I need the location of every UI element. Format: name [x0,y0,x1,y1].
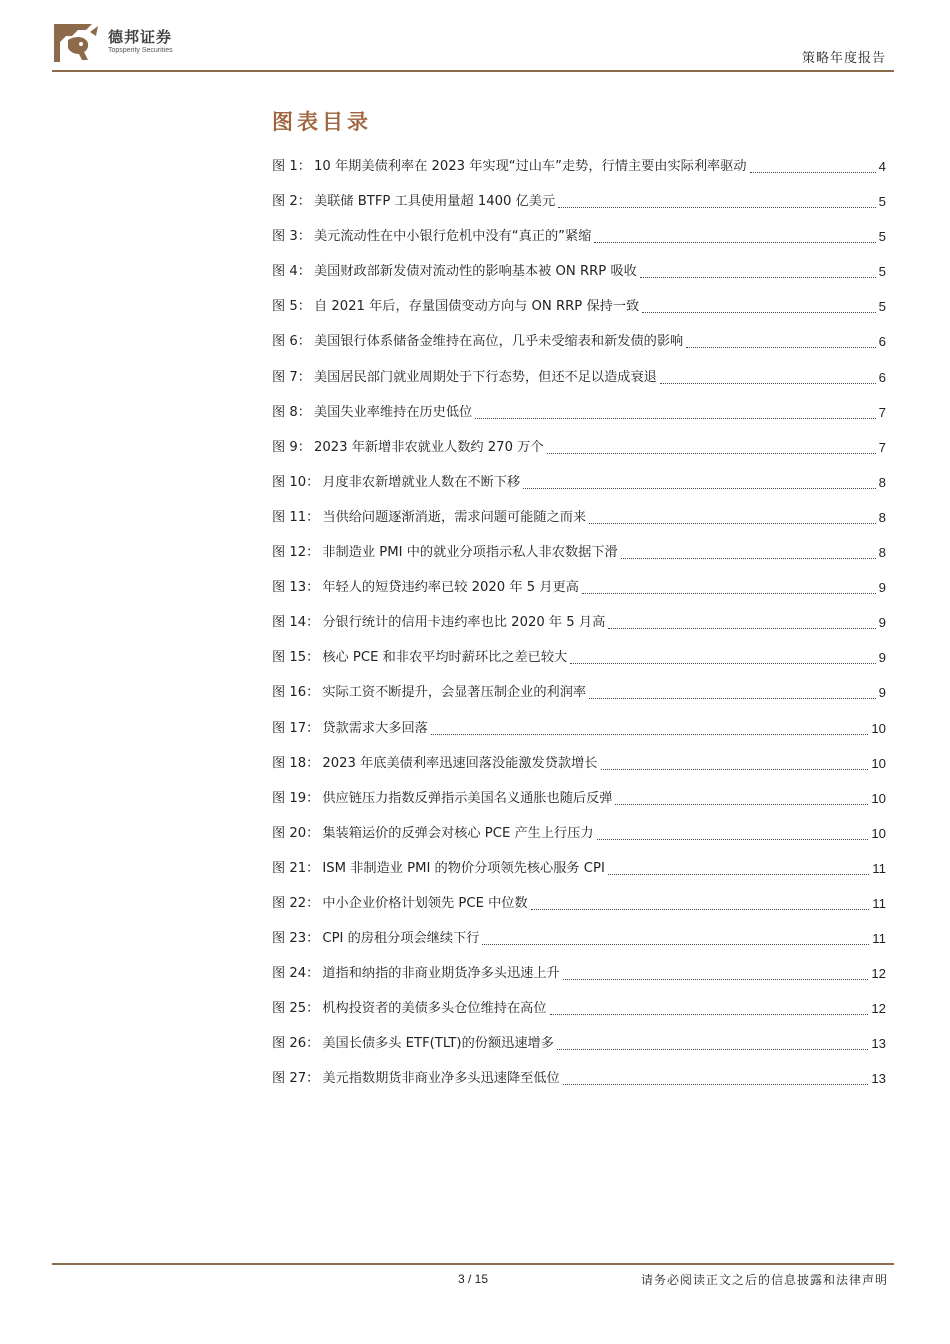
toc-entry-text: 美国居民部门就业周期处于下行态势，但还不足以造成衰退 [313,369,657,385]
toc-entry[interactable] [272,538,886,573]
toc-entry-label: 图 7： [272,369,311,385]
toc-entry-label: 图 13： [272,580,320,596]
toc-entry-page: 12 [871,1001,886,1017]
footer-divider [52,1263,894,1265]
toc-entry[interactable] [272,854,886,889]
toc-entry-page: 11 [872,895,886,911]
toc-entry-text: 美国财政部新发债对流动性的影响基本被 ON RRP 吸收 [313,264,637,280]
toc-entry[interactable] [272,643,886,678]
toc-entry-page: 10 [871,790,886,806]
toc-entry-label: 图 8： [272,404,311,420]
toc-dot-leader [597,819,869,840]
toc-entry-text: 美国银行体系储备金维持在高位，几乎未受缩表和新发债的影响 [313,334,684,350]
toc-entry[interactable] [272,292,886,327]
toc-entry-text: 道指和纳指的非商业期货净多头迅速上升 [322,966,560,982]
toc-entry-page: 10 [871,755,886,771]
toc-dot-leader [531,889,870,910]
toc-entry[interactable] [272,784,886,819]
toc-entry-label: 图 15： [272,650,320,666]
toc-dot-leader [563,1064,869,1085]
toc-entry-page: 5 [878,299,886,315]
toc-entry-text: 月度非农新增就业人数在不断下移 [322,474,521,490]
toc-entry-page: 13 [871,1071,886,1087]
toc-dot-leader [589,503,876,524]
toc-entry-label: 图 20： [272,825,320,841]
toc-entry-text: 贷款需求大多回落 [322,720,428,736]
toc-entry-text: 美国长债多头 ETF(TLT)的份额迅速增多 [322,1036,554,1052]
toc-dot-leader [482,924,869,945]
toc-entry-text: 美联储 BTFP 工具使用量超 1400 亿美元 [313,194,556,210]
toc-entry[interactable] [272,573,886,608]
toc-entry[interactable] [272,222,886,257]
toc-entry-label: 图 14： [272,615,320,631]
toc-dot-leader [640,257,876,278]
page-header [0,0,950,80]
toc-entry[interactable] [272,994,886,1029]
toc-entry-page: 8 [878,509,886,525]
toc-dot-leader [601,749,869,770]
toc-entry-text: 非制造业 PMI 中的就业分项指示私人非农数据下滑 [322,545,618,561]
toc-entry[interactable] [272,608,886,643]
toc-entry[interactable] [272,1029,886,1064]
toc-entry[interactable] [272,468,886,503]
toc-dot-leader [563,959,869,980]
company-logo [52,22,202,66]
toc-entry-label: 图 21： [272,860,320,876]
legal-disclaimer: 请务必阅读正文之后的信息披露和法律声明 [640,1273,888,1287]
toc-entry-text: 实际工资不断提升，会显著压制企业的利润率 [322,685,587,701]
toc-dot-leader [523,468,875,489]
toc-entry-page: 13 [871,1036,886,1052]
toc-entry-page: 11 [872,860,886,876]
toc-entry[interactable] [272,363,886,398]
toc-dot-leader [750,152,876,173]
toc-entry-label: 图 24： [272,966,320,982]
toc-entry[interactable] [272,433,886,468]
toc-dot-leader [547,433,876,454]
toc-entry-page: 7 [878,404,886,420]
toc-dot-leader [431,714,868,735]
toc-entry-label: 图 3： [272,229,311,245]
toc-entry-label: 图 27： [272,1071,320,1087]
toc-entry[interactable] [272,503,886,538]
toc-entry[interactable] [272,924,886,959]
brand-name-en: Topsperity Securities [108,47,173,54]
toc-entry-label: 图 26： [272,1036,320,1052]
toc-list [272,152,886,1100]
toc-entry-page: 9 [878,685,886,701]
toc-entry-label: 图 9： [272,439,311,455]
toc-entry[interactable] [272,152,886,187]
toc-entry-label: 图 19： [272,790,320,806]
toc-entry-text: ISM 非制造业 PMI 的物价分项领先核心服务 CPI [322,860,605,876]
toc-entry-text: 分银行统计的信用卡违约率也比 2020 年 5 月高 [322,615,606,631]
toc-dot-leader [615,784,868,805]
toc-entry-page: 10 [871,720,886,736]
toc-entry-label: 图 23： [272,931,320,947]
toc-entry-label: 图 6： [272,334,311,350]
toc-entry-page: 8 [878,545,886,561]
toc-entry-label: 图 5： [272,299,311,315]
toc-entry-text: CPI 的房租分项会继续下行 [322,931,480,947]
toc-dot-leader [550,994,869,1015]
toc-entry-label: 图 17： [272,720,320,736]
toc-entry-page: 9 [878,650,886,666]
brand-name-cn: 德邦证券 [108,28,173,46]
toc-entry-label: 图 4： [272,264,311,280]
toc-entry-label: 图 25： [272,1001,320,1017]
toc-entry-text: 年轻人的短贷违约率已较 2020 年 5 月更高 [322,580,579,596]
page-indicator: 3 / 15 [458,1272,489,1286]
toc-entry-text: 供应链压力指数反弹指示美国名义通胀也随后反弹 [322,790,613,806]
toc-entry-label: 图 2： [272,194,311,210]
toc-entry-text: 集装箱运价的反弹会对核心 PCE 产生上行压力 [322,825,594,841]
toc-entry-page: 6 [878,369,886,385]
header-divider [52,70,894,72]
toc-entry[interactable] [272,889,886,924]
toc-dot-leader [621,538,876,559]
toc-entry-label: 图 22： [272,895,320,911]
toc-entry-page: 8 [878,474,886,490]
toc-dot-leader [589,678,876,699]
toc-entry-text: 10 年期美债利率在 2023 年实现“过山车”走势，行情主要由实际利率驱动 [313,159,747,174]
toc-entry[interactable] [272,749,886,784]
toc-entry-page: 5 [878,194,886,210]
topsperity-logo-icon [52,22,102,64]
toc-dot-leader [642,292,875,313]
toc-entry-text: 当供给问题逐渐消逝，需求问题可能随之而来 [322,509,587,525]
toc-title: 图表目录 [272,109,372,134]
toc-entry-text: 美国失业率维持在历史低位 [313,404,473,420]
toc-entry[interactable] [272,678,886,713]
report-type-label: 策略年度报告 [801,51,886,66]
toc-entry[interactable] [272,714,886,749]
toc-entry-page: 9 [878,580,886,596]
toc-entry-page: 4 [878,159,886,174]
toc-entry-page: 11 [872,931,886,947]
toc-entry[interactable] [272,257,886,292]
toc-entry[interactable] [272,327,886,362]
toc-entry-label: 图 18： [272,755,320,771]
toc-dot-leader [686,327,875,348]
toc-entry-page: 12 [871,966,886,982]
toc-dot-leader [582,573,876,594]
toc-entry-label: 图 10： [272,474,320,490]
toc-entry-page: 5 [878,264,886,280]
toc-entry[interactable] [272,959,886,994]
toc-dot-leader [594,222,875,243]
toc-entry-page: 10 [871,825,886,841]
toc-entry-label: 图 12： [272,545,320,561]
toc-entry-text: 美元指数期货非商业净多头迅速降至低位 [322,1071,560,1087]
toc-dot-leader [660,363,876,384]
toc-entry[interactable] [272,187,886,222]
toc-entry-text: 中小企业价格计划领先 PCE 中位数 [322,895,528,911]
toc-entry-page: 7 [878,439,886,455]
toc-entry-label: 图 16： [272,685,320,701]
toc-dot-leader [608,854,869,875]
toc-dot-leader [558,187,875,208]
toc-entry-page: 5 [878,229,886,245]
toc-entry[interactable] [272,398,886,433]
toc-entry[interactable] [272,1064,886,1099]
toc-entry[interactable] [272,819,886,854]
toc-dot-leader [608,608,875,629]
toc-dot-leader [475,398,875,419]
toc-entry-text: 2023 年底美债利率迅速回落没能激发贷款增长 [322,755,598,771]
toc-entry-text: 美元流动性在中小银行危机中没有“真正的”紧缩 [313,229,592,245]
toc-entry-text: 机构投资者的美债多头仓位维持在高位 [322,1001,547,1017]
toc-dot-leader [570,643,875,664]
toc-entry-text: 核心 PCE 和非农平均时薪环比之差已较大 [322,650,568,666]
toc-entry-page: 9 [878,615,886,631]
toc-entry-label: 图 1： [272,159,311,174]
toc-entry-label: 图 11： [272,509,320,525]
toc-dot-leader [557,1029,868,1050]
toc-entry-page: 6 [878,334,886,350]
toc-entry-text: 2023 年新增非农就业人数约 270 万个 [313,439,544,455]
toc-entry-text: 自 2021 年后，存量国债变动方向与 ON RRP 保持一致 [313,299,640,315]
